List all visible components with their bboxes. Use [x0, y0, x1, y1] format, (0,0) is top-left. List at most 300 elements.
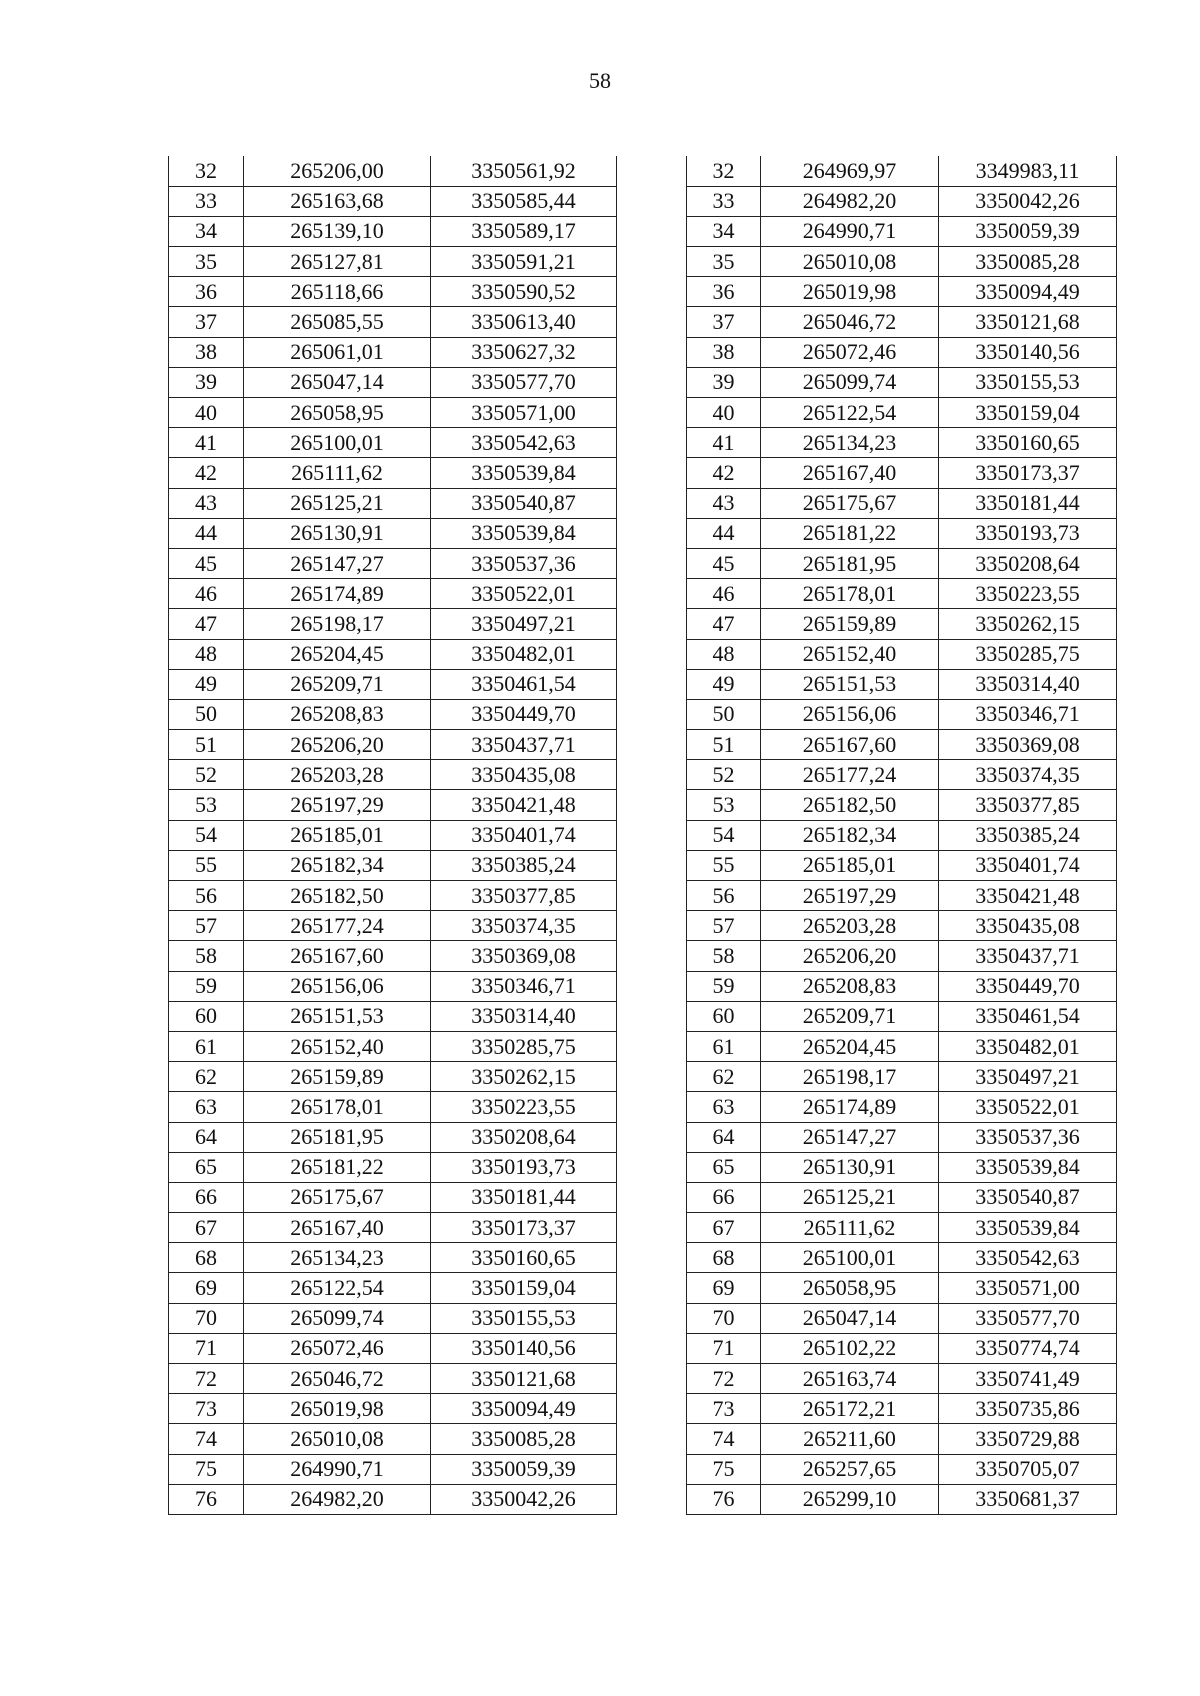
- x-coordinate-cell: 265100,01: [761, 1243, 939, 1273]
- point-number-cell: 49: [169, 669, 244, 699]
- x-coordinate-cell: 265072,46: [244, 1333, 431, 1363]
- point-number-cell: 42: [169, 458, 244, 488]
- table-row: [687, 1182, 1117, 1212]
- point-number-cell: 74: [687, 1424, 761, 1454]
- table-row: [687, 1394, 1117, 1424]
- point-number-cell: 50: [687, 699, 761, 729]
- point-number-cell: 39: [169, 367, 244, 397]
- point-number-cell: 69: [169, 1273, 244, 1303]
- x-coordinate-cell: 265019,98: [761, 277, 939, 307]
- table-row: [687, 1031, 1117, 1061]
- x-coordinate-cell: 265102,22: [761, 1333, 939, 1363]
- point-number-cell: 46: [687, 579, 761, 609]
- point-number-cell: 71: [687, 1333, 761, 1363]
- table-row: [169, 730, 617, 760]
- table-row: [687, 1152, 1117, 1182]
- point-number-cell: 32: [169, 156, 244, 186]
- x-coordinate-cell: 265072,46: [761, 337, 939, 367]
- x-coordinate-cell: 265209,71: [244, 669, 431, 699]
- table-row: [687, 337, 1117, 367]
- y-coordinate-cell: 3350085,28: [431, 1424, 617, 1454]
- table-row: [687, 669, 1117, 699]
- y-coordinate-cell: 3350121,68: [939, 307, 1117, 337]
- table-row: [169, 216, 617, 246]
- point-number-cell: 45: [169, 548, 244, 578]
- y-coordinate-cell: 3349983,11: [939, 156, 1117, 186]
- table-row: [687, 1424, 1117, 1454]
- table-row: [687, 881, 1117, 911]
- point-number-cell: 67: [687, 1213, 761, 1243]
- point-number-cell: 68: [687, 1243, 761, 1273]
- x-coordinate-cell: 265177,24: [761, 760, 939, 790]
- x-coordinate-cell: 265058,95: [761, 1273, 939, 1303]
- y-coordinate-cell: 3350735,86: [939, 1394, 1117, 1424]
- table-row: [687, 307, 1117, 337]
- point-number-cell: 44: [169, 518, 244, 548]
- x-coordinate-cell: 265197,29: [761, 881, 939, 911]
- x-coordinate-cell: 265139,10: [244, 216, 431, 246]
- y-coordinate-cell: 3350285,75: [939, 639, 1117, 669]
- point-number-cell: 41: [687, 428, 761, 458]
- y-coordinate-cell: 3350585,44: [431, 186, 617, 216]
- table-row: [169, 307, 617, 337]
- table-row: [169, 1364, 617, 1394]
- x-coordinate-cell: 265181,95: [761, 548, 939, 578]
- x-coordinate-cell: 265118,66: [244, 277, 431, 307]
- point-number-cell: 49: [687, 669, 761, 699]
- y-coordinate-cell: 3350155,53: [939, 367, 1117, 397]
- x-coordinate-cell: 265047,14: [761, 1303, 939, 1333]
- table-row: [169, 277, 617, 307]
- table-row: [169, 1303, 617, 1333]
- point-number-cell: 33: [687, 186, 761, 216]
- y-coordinate-cell: 3350482,01: [431, 639, 617, 669]
- table-row: [169, 669, 617, 699]
- table-row: [169, 1333, 617, 1363]
- x-coordinate-cell: 265151,53: [244, 1001, 431, 1031]
- table-row: [169, 941, 617, 971]
- x-coordinate-cell: 265208,83: [244, 699, 431, 729]
- x-coordinate-cell: 265147,27: [761, 1122, 939, 1152]
- x-coordinate-cell: 265127,81: [244, 247, 431, 277]
- table-row: [687, 941, 1117, 971]
- point-number-cell: 40: [687, 398, 761, 428]
- x-coordinate-cell: 265111,62: [761, 1213, 939, 1243]
- table-row: [687, 1001, 1117, 1031]
- table-row: [687, 911, 1117, 941]
- x-coordinate-cell: 265174,89: [244, 579, 431, 609]
- point-number-cell: 63: [687, 1092, 761, 1122]
- x-coordinate-cell: 265100,01: [244, 428, 431, 458]
- point-number-cell: 40: [169, 398, 244, 428]
- table-row: [169, 881, 617, 911]
- point-number-cell: 48: [687, 639, 761, 669]
- table-row: [169, 1424, 617, 1454]
- table-row: [687, 458, 1117, 488]
- x-coordinate-cell: 265182,50: [244, 881, 431, 911]
- x-coordinate-cell: 265099,74: [244, 1303, 431, 1333]
- point-number-cell: 72: [169, 1364, 244, 1394]
- point-number-cell: 73: [687, 1394, 761, 1424]
- table-row: [169, 1122, 617, 1152]
- table-row: [169, 186, 617, 216]
- y-coordinate-cell: 3350181,44: [431, 1182, 617, 1212]
- x-coordinate-cell: 265206,20: [244, 730, 431, 760]
- y-coordinate-cell: 3350461,54: [939, 1001, 1117, 1031]
- point-number-cell: 66: [687, 1182, 761, 1212]
- y-coordinate-cell: 3350181,44: [939, 488, 1117, 518]
- point-number-cell: 53: [687, 790, 761, 820]
- table-row: [169, 247, 617, 277]
- y-coordinate-cell: 3350577,70: [939, 1303, 1117, 1333]
- point-number-cell: 61: [687, 1031, 761, 1061]
- x-coordinate-cell: 265134,23: [761, 428, 939, 458]
- table-row: [169, 367, 617, 397]
- table-row: [687, 699, 1117, 729]
- table-row: [169, 820, 617, 850]
- x-coordinate-cell: 265163,74: [761, 1364, 939, 1394]
- y-coordinate-cell: 3350173,37: [939, 458, 1117, 488]
- table-row: [169, 609, 617, 639]
- x-coordinate-cell: 265099,74: [761, 367, 939, 397]
- x-coordinate-cell: 265198,17: [761, 1062, 939, 1092]
- point-number-cell: 75: [169, 1454, 244, 1484]
- y-coordinate-cell: 3350208,64: [431, 1122, 617, 1152]
- y-coordinate-cell: 3350369,08: [939, 730, 1117, 760]
- table-row: [169, 337, 617, 367]
- point-number-cell: 38: [169, 337, 244, 367]
- y-coordinate-cell: 3350314,40: [431, 1001, 617, 1031]
- y-coordinate-cell: 3350542,63: [939, 1243, 1117, 1273]
- point-number-cell: 67: [169, 1213, 244, 1243]
- x-coordinate-cell: 265046,72: [761, 307, 939, 337]
- point-number-cell: 64: [169, 1122, 244, 1152]
- x-coordinate-cell: 265204,45: [244, 639, 431, 669]
- x-coordinate-cell: 265061,01: [244, 337, 431, 367]
- table-row: [169, 1092, 617, 1122]
- y-coordinate-cell: 3350522,01: [431, 579, 617, 609]
- table-row: [687, 579, 1117, 609]
- table-row: [169, 760, 617, 790]
- x-coordinate-cell: 265085,55: [244, 307, 431, 337]
- y-coordinate-cell: 3350627,32: [431, 337, 617, 367]
- point-number-cell: 37: [169, 307, 244, 337]
- table-row: [687, 1273, 1117, 1303]
- point-number-cell: 60: [687, 1001, 761, 1031]
- y-coordinate-cell: 3350059,39: [939, 216, 1117, 246]
- x-coordinate-cell: 265182,34: [244, 850, 431, 880]
- table-row: [169, 790, 617, 820]
- point-number-cell: 36: [169, 277, 244, 307]
- table-row: [687, 730, 1117, 760]
- x-coordinate-cell: 265147,27: [244, 548, 431, 578]
- table-row: [687, 1303, 1117, 1333]
- point-number-cell: 43: [687, 488, 761, 518]
- table-row: [169, 639, 617, 669]
- y-coordinate-cell: 3350285,75: [431, 1031, 617, 1061]
- table-row: [169, 518, 617, 548]
- x-coordinate-cell: 264990,71: [244, 1454, 431, 1484]
- x-coordinate-cell: 265130,91: [761, 1152, 939, 1182]
- x-coordinate-cell: 265019,98: [244, 1394, 431, 1424]
- point-number-cell: 70: [169, 1303, 244, 1333]
- table-row: [687, 398, 1117, 428]
- x-coordinate-cell: 265167,40: [244, 1213, 431, 1243]
- x-coordinate-cell: 265206,00: [244, 156, 431, 186]
- x-coordinate-cell: 265167,60: [244, 941, 431, 971]
- x-coordinate-cell: 265178,01: [244, 1092, 431, 1122]
- table-row: [169, 1273, 617, 1303]
- point-number-cell: 72: [687, 1364, 761, 1394]
- x-coordinate-cell: 265046,72: [244, 1364, 431, 1394]
- y-coordinate-cell: 3350705,07: [939, 1454, 1117, 1484]
- table-row: [169, 1152, 617, 1182]
- x-coordinate-cell: 265122,54: [761, 398, 939, 428]
- x-coordinate-cell: 265156,06: [244, 971, 431, 1001]
- y-coordinate-cell: 3350346,71: [431, 971, 617, 1001]
- point-number-cell: 58: [687, 941, 761, 971]
- table-row: [169, 1001, 617, 1031]
- x-coordinate-cell: 265178,01: [761, 579, 939, 609]
- table-row: [169, 1182, 617, 1212]
- x-coordinate-cell: 265152,40: [761, 639, 939, 669]
- y-coordinate-cell: 3350537,36: [939, 1122, 1117, 1152]
- table-row: [687, 1243, 1117, 1273]
- x-coordinate-cell: 265182,50: [761, 790, 939, 820]
- y-coordinate-cell: 3350590,52: [431, 277, 617, 307]
- y-coordinate-cell: 3350159,04: [431, 1273, 617, 1303]
- table-row: [687, 639, 1117, 669]
- y-coordinate-cell: 3350401,74: [939, 850, 1117, 880]
- table-row: [687, 186, 1117, 216]
- point-number-cell: 42: [687, 458, 761, 488]
- point-number-cell: 76: [169, 1484, 244, 1514]
- point-number-cell: 70: [687, 1303, 761, 1333]
- x-coordinate-cell: 265134,23: [244, 1243, 431, 1273]
- table-row: [687, 1333, 1117, 1363]
- table-row: [169, 548, 617, 578]
- y-coordinate-cell: 3350262,15: [939, 609, 1117, 639]
- y-coordinate-cell: 3350193,73: [939, 518, 1117, 548]
- y-coordinate-cell: 3350591,21: [431, 247, 617, 277]
- table-row: [169, 850, 617, 880]
- x-coordinate-cell: 265257,65: [761, 1454, 939, 1484]
- x-coordinate-cell: 265204,45: [761, 1031, 939, 1061]
- point-number-cell: 68: [169, 1243, 244, 1273]
- table-row: [687, 428, 1117, 458]
- point-number-cell: 76: [687, 1484, 761, 1514]
- y-coordinate-cell: 3350449,70: [431, 699, 617, 729]
- y-coordinate-cell: 3350571,00: [431, 398, 617, 428]
- y-coordinate-cell: 3350539,84: [939, 1152, 1117, 1182]
- point-number-cell: 48: [169, 639, 244, 669]
- y-coordinate-cell: 3350539,84: [431, 458, 617, 488]
- x-coordinate-cell: 265159,89: [244, 1062, 431, 1092]
- point-number-cell: 44: [687, 518, 761, 548]
- table-row: [687, 367, 1117, 397]
- y-coordinate-cell: 3350497,21: [939, 1062, 1117, 1092]
- y-coordinate-cell: 3350437,71: [939, 941, 1117, 971]
- table-row: [687, 518, 1117, 548]
- table-row: [687, 156, 1117, 186]
- y-coordinate-cell: 3350377,85: [939, 790, 1117, 820]
- point-number-cell: 52: [169, 760, 244, 790]
- table-row: [169, 911, 617, 941]
- point-number-cell: 37: [687, 307, 761, 337]
- y-coordinate-cell: 3350155,53: [431, 1303, 617, 1333]
- y-coordinate-cell: 3350121,68: [431, 1364, 617, 1394]
- x-coordinate-cell: 265122,54: [244, 1273, 431, 1303]
- table-row: [169, 428, 617, 458]
- x-coordinate-cell: 265185,01: [244, 820, 431, 850]
- x-coordinate-cell: 265211,60: [761, 1424, 939, 1454]
- y-coordinate-cell: 3350385,24: [939, 820, 1117, 850]
- x-coordinate-cell: 265182,34: [761, 820, 939, 850]
- x-coordinate-cell: 265111,62: [244, 458, 431, 488]
- y-coordinate-cell: 3350497,21: [431, 609, 617, 639]
- y-coordinate-cell: 3350540,87: [431, 488, 617, 518]
- table-row: [687, 1092, 1117, 1122]
- point-number-cell: 65: [169, 1152, 244, 1182]
- point-number-cell: 46: [169, 579, 244, 609]
- y-coordinate-cell: 3350774,74: [939, 1333, 1117, 1363]
- point-number-cell: 47: [687, 609, 761, 639]
- x-coordinate-cell: 265208,83: [761, 971, 939, 1001]
- y-coordinate-cell: 3350223,55: [431, 1092, 617, 1122]
- y-coordinate-cell: 3350140,56: [431, 1333, 617, 1363]
- table-row: [169, 579, 617, 609]
- x-coordinate-cell: 264990,71: [761, 216, 939, 246]
- point-number-cell: 51: [687, 730, 761, 760]
- table-row: [169, 488, 617, 518]
- point-number-cell: 39: [687, 367, 761, 397]
- y-coordinate-cell: 3350571,00: [939, 1273, 1117, 1303]
- x-coordinate-cell: 265181,22: [761, 518, 939, 548]
- x-coordinate-cell: 265177,24: [244, 911, 431, 941]
- point-number-cell: 34: [169, 216, 244, 246]
- table-row: [169, 1062, 617, 1092]
- table-row: [169, 1484, 617, 1514]
- point-number-cell: 54: [687, 820, 761, 850]
- y-coordinate-cell: 3350094,49: [939, 277, 1117, 307]
- x-coordinate-cell: 265167,60: [761, 730, 939, 760]
- y-coordinate-cell: 3350482,01: [939, 1031, 1117, 1061]
- x-coordinate-cell: 265151,53: [761, 669, 939, 699]
- table-row: [169, 1394, 617, 1424]
- y-coordinate-cell: 3350385,24: [431, 850, 617, 880]
- y-coordinate-cell: 3350741,49: [939, 1364, 1117, 1394]
- x-coordinate-cell: 265125,21: [244, 488, 431, 518]
- y-coordinate-cell: 3350561,92: [431, 156, 617, 186]
- table-row: [687, 760, 1117, 790]
- x-coordinate-cell: 265203,28: [244, 760, 431, 790]
- point-number-cell: 33: [169, 186, 244, 216]
- point-number-cell: 64: [687, 1122, 761, 1152]
- table-row: [687, 1364, 1117, 1394]
- y-coordinate-cell: 3350159,04: [939, 398, 1117, 428]
- point-number-cell: 58: [169, 941, 244, 971]
- x-coordinate-cell: 265209,71: [761, 1001, 939, 1031]
- x-coordinate-cell: 264982,20: [244, 1484, 431, 1514]
- point-number-cell: 56: [687, 881, 761, 911]
- y-coordinate-cell: 3350421,48: [939, 881, 1117, 911]
- table-row: [169, 156, 617, 186]
- point-number-cell: 57: [687, 911, 761, 941]
- point-number-cell: 60: [169, 1001, 244, 1031]
- y-coordinate-cell: 3350374,35: [939, 760, 1117, 790]
- x-coordinate-cell: 265181,95: [244, 1122, 431, 1152]
- point-number-cell: 47: [169, 609, 244, 639]
- x-coordinate-cell: 265010,08: [761, 247, 939, 277]
- y-coordinate-cell: 3350577,70: [431, 367, 617, 397]
- table-row: [687, 1454, 1117, 1484]
- table-row: [169, 1243, 617, 1273]
- x-coordinate-cell: 265010,08: [244, 1424, 431, 1454]
- x-coordinate-cell: 265175,67: [761, 488, 939, 518]
- table-row: [687, 488, 1117, 518]
- y-coordinate-cell: 3350377,85: [431, 881, 617, 911]
- x-coordinate-cell: 265152,40: [244, 1031, 431, 1061]
- point-number-cell: 56: [169, 881, 244, 911]
- x-coordinate-cell: 265174,89: [761, 1092, 939, 1122]
- x-coordinate-cell: 265125,21: [761, 1182, 939, 1212]
- x-coordinate-cell: 264982,20: [761, 186, 939, 216]
- point-number-cell: 73: [169, 1394, 244, 1424]
- y-coordinate-cell: 3350542,63: [431, 428, 617, 458]
- point-number-cell: 62: [169, 1062, 244, 1092]
- x-coordinate-cell: 265159,89: [761, 609, 939, 639]
- point-number-cell: 32: [687, 156, 761, 186]
- point-number-cell: 55: [687, 850, 761, 880]
- x-coordinate-cell: 265163,68: [244, 186, 431, 216]
- point-number-cell: 35: [687, 247, 761, 277]
- coordinates-table-right: [686, 156, 1117, 1515]
- x-coordinate-cell: 265198,17: [244, 609, 431, 639]
- x-coordinate-cell: 265206,20: [761, 941, 939, 971]
- point-number-cell: 61: [169, 1031, 244, 1061]
- y-coordinate-cell: 3350374,35: [431, 911, 617, 941]
- x-coordinate-cell: 265047,14: [244, 367, 431, 397]
- point-number-cell: 59: [687, 971, 761, 1001]
- y-coordinate-cell: 3350401,74: [431, 820, 617, 850]
- table-row: [169, 1213, 617, 1243]
- point-number-cell: 69: [687, 1273, 761, 1303]
- table-row: [687, 277, 1117, 307]
- x-coordinate-cell: 265156,06: [761, 699, 939, 729]
- table-row: [687, 609, 1117, 639]
- x-coordinate-cell: 265058,95: [244, 398, 431, 428]
- page-number: 58: [589, 68, 611, 93]
- table-row: [169, 1454, 617, 1484]
- table-row: [169, 971, 617, 1001]
- y-coordinate-cell: 3350449,70: [939, 971, 1117, 1001]
- table-row: [687, 548, 1117, 578]
- y-coordinate-cell: 3350193,73: [431, 1152, 617, 1182]
- y-coordinate-cell: 3350042,26: [939, 186, 1117, 216]
- x-coordinate-cell: 265203,28: [761, 911, 939, 941]
- x-coordinate-cell: 265299,10: [761, 1484, 939, 1514]
- y-coordinate-cell: 3350522,01: [939, 1092, 1117, 1122]
- y-coordinate-cell: 3350085,28: [939, 247, 1117, 277]
- point-number-cell: 65: [687, 1152, 761, 1182]
- y-coordinate-cell: 3350437,71: [431, 730, 617, 760]
- table-row: [687, 216, 1117, 246]
- y-coordinate-cell: 3350537,36: [431, 548, 617, 578]
- point-number-cell: 45: [687, 548, 761, 578]
- point-number-cell: 54: [169, 820, 244, 850]
- point-number-cell: 75: [687, 1454, 761, 1484]
- y-coordinate-cell: 3350435,08: [939, 911, 1117, 941]
